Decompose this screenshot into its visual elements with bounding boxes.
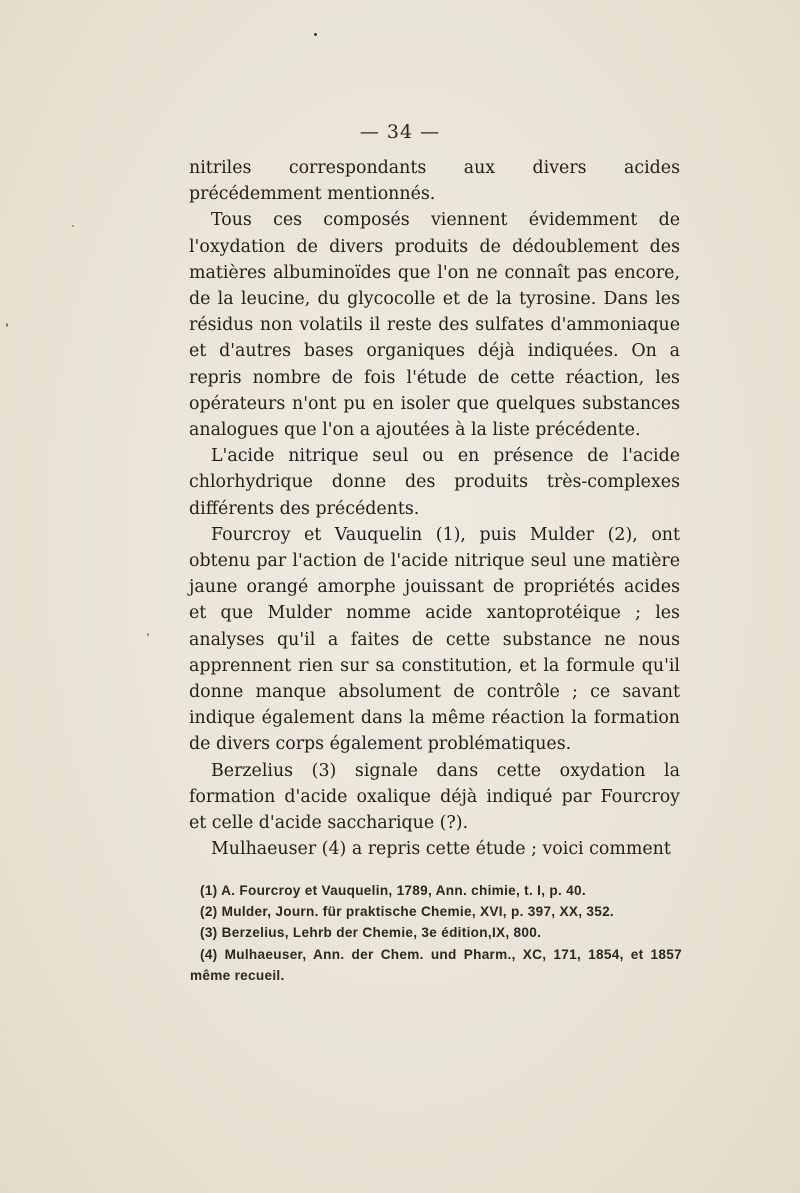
footnote-4: (4) Mulhaeuser, Ann. der Chem. und Pharm., XC, 171, 1854, et 1857 même recueil. <box>190 946 682 983</box>
footnotes <box>190 880 682 986</box>
footnote-3: (3) Berzelius, Lehrb der Chemie, 3e édition,IX, 800. <box>200 925 542 941</box>
paragraph-1: nitriles correspondants aux divers acides précédemment mentionnés. <box>189 158 680 205</box>
page-number: — 34 — <box>359 121 441 143</box>
paragraph-4: Fourcroy et Vauquelin (1), puis Mulder (2), ont obtenu par l'action de l'acide nitrique seul une matière jaune orangé amorphe jouissant de propriétés acides et que Mulder nomme acide xantoprotéique ; les analyses qu'il a faites de cette substance ne nous apprennent rien sur sa constitution, et la formule qu'il donne manque absolument de contrôle ; ce savant indique également dans la même réaction la formation de divers corps également problématiques. <box>189 524 680 755</box>
paper-speck <box>72 225 74 227</box>
paper-speck <box>314 33 317 36</box>
paper-speck <box>147 633 149 636</box>
footnote-2: (2) Mulder, Journ. für praktische Chemie, XVI, p. 397, XX, 352. <box>200 904 615 920</box>
body-text <box>189 155 680 862</box>
paper-speck <box>6 323 8 327</box>
paragraph-5: Berzelius (3) signale dans cette oxydation la formation d'acide oxalique déjà indiqué par Fourcroy et celle d'acide saccharique (?). <box>189 760 680 834</box>
paragraph-6: Mulhaeuser (4) a repris cette étude ; voici comment <box>211 839 671 860</box>
paragraph-2: Tous ces composés viennent évidemment de l'oxydation de divers produits de dédoublement des matières albuminoïdes que l'on ne connaît pas encore, de la leucine, du glycocolle et de la tyrosine. Dans les résidus non volatils il reste des sulfates d'ammoniaque et d'autres bases organiques déjà indiquées. On a repris nombre de fois l'étude de cette réaction, les opérateurs n'ont pu en isoler que quelques substances analogues que l'on a ajoutées à la liste précédente. <box>189 210 680 441</box>
paragraph-3: L'acide nitrique seul ou en présence de l'acide chlorhydrique donne des produits très-complexes différents des précédents. <box>189 446 680 519</box>
footnote-1: (1) A. Fourcroy et Vauquelin, 1789, Ann. chimie, t. I, p. 40. <box>200 883 586 898</box>
